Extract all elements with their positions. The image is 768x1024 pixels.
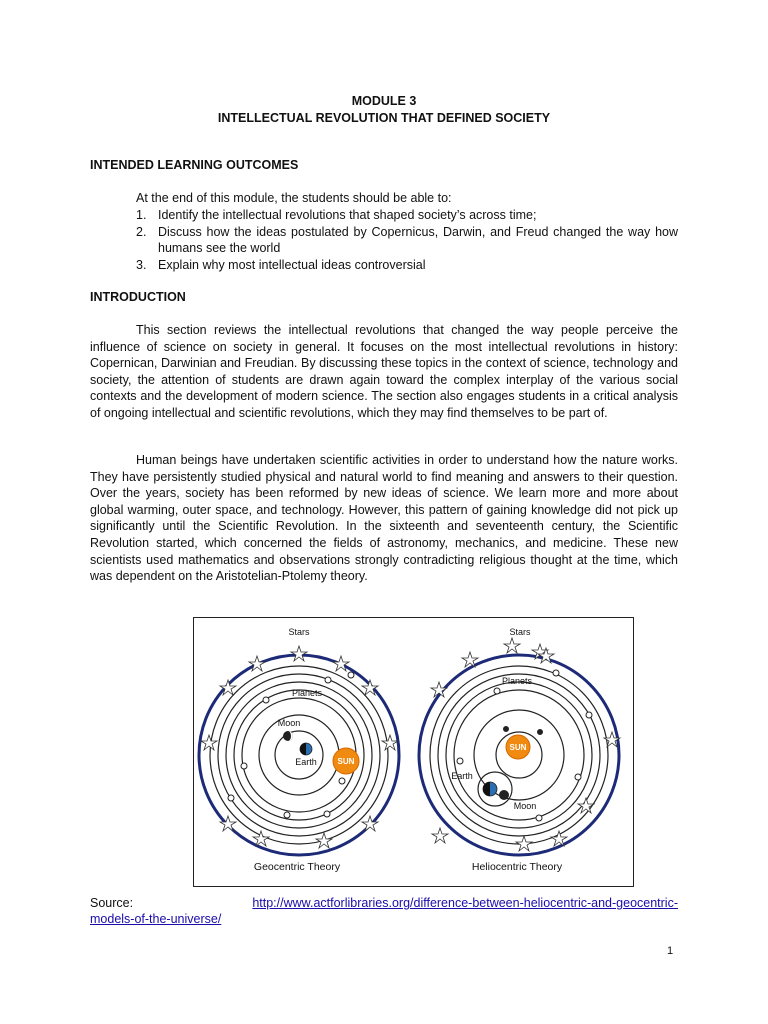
star-icon	[432, 828, 448, 843]
module-number: MODULE 3	[351, 94, 417, 108]
helio-earth-label: Earth	[451, 771, 473, 781]
list-item: 2. Discuss how the ideas postulated by Copernicus, Darwin, and Freud changed the way how humans see the world	[136, 224, 678, 256]
outcomes-list	[136, 207, 678, 273]
geocentric-diagram	[199, 627, 399, 873]
intro-paragraph-2: Human beings have undertaken scientific activities in order to understand how the nature works. They have persistently studied physical and natural world to find meaning and answers to their question. Over the years, society has been reformed by new ideas of science. We learn more and more about global warming, outer space, and technology. However, this pattern of gaining knowledge did not pick up significantly until the Scientific Revolution. In the sixteenth and seventeenth century, the Scientific Revolution started, which concerned the fields of astronomy, mechanics, and medicine. These new scientists used mathematics and observations strongly contradicting religious thought at the time, which was dependent on the Aristotelian-Ptolemy theory.	[90, 453, 678, 584]
introduction-heading: INTRODUCTION	[90, 290, 186, 304]
helio-moon-label: Moon	[513, 801, 537, 811]
star-icon	[504, 638, 520, 653]
geocentric-caption: Geocentric Theory	[253, 861, 341, 873]
geo-moon-label: Moon	[277, 718, 301, 728]
solar-models-diagram	[194, 618, 635, 888]
outcomes-lead: At the end of this module, the students should be able to:	[136, 191, 452, 205]
helio-planets-label: Planets	[501, 676, 533, 686]
heliocentric-diagram	[419, 627, 620, 873]
star-icon	[382, 735, 398, 750]
star-icon	[291, 646, 307, 661]
helio-stars-label: Stars	[509, 627, 531, 637]
star-icon	[578, 798, 594, 813]
geo-earth-label: Earth	[295, 757, 317, 767]
list-item: 1. Identify the intellectual revolutions that shaped society’s across time;	[136, 208, 537, 222]
helio-sun-label: SUN	[509, 743, 527, 752]
source-line	[90, 895, 678, 912]
list-item: 3. Explain why most intellectual ideas controversial	[136, 257, 426, 272]
intro-paragraph-1: This section reviews the intellectual revolutions that changed the way people perceive the influence of science on society in general. It focuses on the most intellectual revolutions in history: Copernican, Darwinian and Freudian. By discussing these topics in the context of science, technology and society, the attention of students are drawn again toward the complex interplay of the various social contexts and the development of modern science. The section also engages students in a critical analysis of ongoing intellectual and scientific revolutions, which they may find themselves to be part of.	[90, 323, 678, 420]
star-icon	[316, 833, 332, 848]
page-number: 1	[667, 945, 674, 957]
geo-planets-label: Planets	[291, 688, 323, 698]
star-icons	[201, 646, 398, 848]
geo-sun-label: SUN	[337, 757, 355, 766]
source-line-continued	[90, 911, 221, 928]
geo-stars-label: Stars	[288, 627, 310, 637]
module-header	[90, 93, 678, 127]
source-link-continued[interactable]: models-of-the-universe/	[90, 912, 222, 926]
star-icon	[201, 735, 217, 750]
source-link[interactable]: http://www.actforlibraries.org/difference-between-heliocentric-and-geocentric-	[252, 896, 678, 910]
moon-icon	[499, 790, 509, 800]
source-label: Source:	[90, 896, 134, 910]
heliocentric-caption: Heliocentric Theory	[471, 861, 563, 873]
module-title: INTELLECTUAL REVOLUTION THAT DEFINED SOCIETY	[217, 111, 551, 125]
solar-models-figure	[193, 617, 634, 887]
star-icon	[516, 836, 532, 851]
outcomes-heading: INTENDED LEARNING OUTCOMES	[90, 158, 299, 172]
